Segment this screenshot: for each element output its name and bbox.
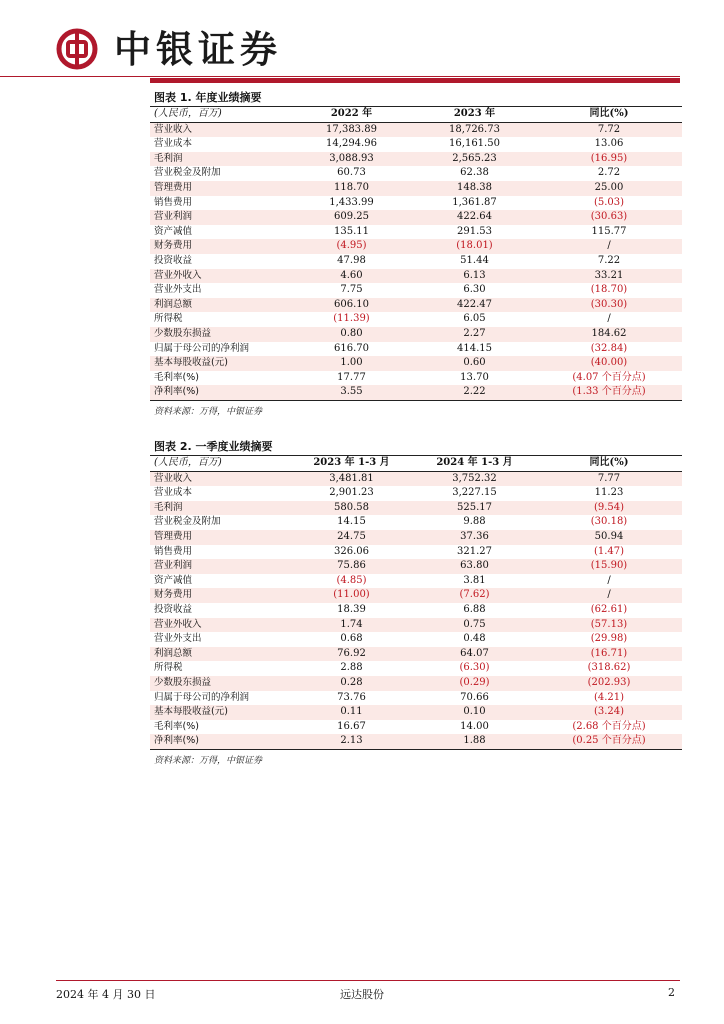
table-cell: (16.95) (536, 152, 682, 167)
table-cell: / (536, 239, 682, 254)
table-cell: 606.10 (290, 298, 413, 313)
table-cell: (16.71) (536, 647, 682, 662)
row-label: 营业税金及附加 (154, 167, 221, 179)
table-row (150, 371, 682, 386)
row-label: 毛利润 (150, 152, 290, 167)
figure-2-title: 图表 2. 一季度业绩摘要 (150, 439, 682, 456)
table-row (150, 283, 682, 298)
table-row (150, 574, 682, 589)
table-cell: (4.85) (336, 574, 367, 586)
table-cell: 76.92 (290, 647, 413, 662)
table-cell: 2.88 (340, 662, 363, 674)
column-header: 2023 年 1-3 月 (290, 456, 413, 471)
table-cell: 75.86 (290, 559, 413, 574)
table-cell: 2.72 (597, 167, 621, 179)
table-cell: 135.11 (334, 225, 369, 237)
row-label: 销售费用 (154, 545, 193, 557)
table-cell: 18,726.73 (413, 122, 536, 137)
table-cell: 6.30 (463, 284, 486, 296)
table-cell: (5.03) (593, 196, 625, 208)
table-cell: 7.75 (340, 284, 363, 296)
table-cell: (57.13) (536, 618, 682, 633)
table-cell: / (607, 574, 611, 586)
table-cell: 3,481.81 (290, 471, 413, 486)
table-cell: (32.84) (590, 342, 628, 354)
column-header: 同比(%) (536, 456, 682, 471)
row-label: 营业外支出 (154, 284, 202, 296)
table-cell: 0.11 (290, 705, 413, 720)
table-cell: 3,752.32 (413, 471, 536, 486)
table-cell: 115.77 (591, 225, 627, 237)
figure-2-source: 资料来源：万得，中银证券 (154, 755, 263, 766)
table-cell: 14.00 (460, 720, 489, 732)
table-cell: (18.70) (590, 284, 628, 296)
table-header-row (150, 107, 682, 122)
row-label: 营业利润 (150, 210, 290, 225)
table-row (150, 691, 682, 706)
row-label: 资产减值 (154, 225, 193, 237)
table-cell: (3.24) (536, 705, 682, 720)
table-cell: (1.33 个百分点) (536, 385, 682, 400)
table-cell: 609.25 (290, 210, 413, 225)
table-row (150, 327, 682, 342)
table-cell: (318.62) (587, 662, 631, 674)
table-cell: 24.75 (290, 530, 413, 545)
header-divider-thick (150, 78, 680, 83)
table-row (150, 166, 682, 181)
row-label: 营业收入 (150, 122, 290, 137)
table-row (150, 152, 682, 167)
table-cell: 3.55 (290, 385, 413, 400)
row-label: 财务费用 (150, 588, 290, 603)
table-row (150, 559, 682, 574)
table-row (150, 618, 682, 633)
table-cell: (30.30) (536, 298, 682, 313)
table-row (150, 181, 682, 196)
table-cell: 1.74 (290, 618, 413, 633)
table-cell: 16.67 (337, 720, 366, 732)
table-row (150, 239, 682, 254)
row-label: 营业成本 (154, 487, 193, 499)
table-cell: (4.21) (593, 691, 625, 703)
table-cell: (6.30) (459, 662, 490, 674)
table-cell: 9.88 (463, 516, 486, 528)
table-cell: 3,088.93 (290, 152, 413, 167)
table-cell: (62.61) (590, 603, 628, 615)
table-cell: 17.77 (337, 371, 366, 383)
table-row (150, 632, 682, 647)
row-label: 少数股东损益 (150, 676, 290, 691)
table-cell: 148.38 (413, 181, 536, 196)
table-cell: 2,565.23 (413, 152, 536, 167)
figure-1-source: 资料来源：万得，中银证券 (154, 406, 263, 417)
table-row (150, 196, 682, 211)
table-cell: 7.72 (536, 122, 682, 137)
table-cell: 25.00 (536, 181, 682, 196)
row-label: 营业利润 (150, 559, 290, 574)
row-label: 投资收益 (154, 603, 193, 615)
row-label: 营业税金及附加 (154, 516, 221, 528)
row-label: 少数股东损益 (150, 327, 290, 342)
row-label: 毛利率(%) (154, 720, 199, 732)
table-cell: 291.53 (457, 225, 492, 237)
row-label: 归属于母公司的净利润 (154, 691, 250, 703)
row-label: 投资收益 (154, 254, 193, 266)
table-cell: (1.47) (593, 545, 625, 557)
table-cell: 0.60 (413, 356, 536, 371)
table-cell: 17,383.89 (290, 122, 413, 137)
row-label: 营业成本 (154, 138, 193, 150)
table-cell: 16,161.50 (449, 138, 500, 150)
page-header (0, 0, 724, 84)
table-cell: 1.00 (290, 356, 413, 371)
row-label: 利润总额 (150, 647, 290, 662)
table-row (150, 486, 682, 501)
table-cell: (2.68 个百分点) (572, 720, 646, 732)
column-header: 同比(%) (536, 107, 682, 122)
table-cell: 2.13 (290, 734, 413, 749)
row-label: 营业外收入 (150, 618, 290, 633)
brand-name: 中银证券 (114, 28, 282, 71)
table-cell: 51.44 (460, 254, 489, 266)
table-cell: 73.76 (337, 691, 366, 703)
header-divider-thin (0, 76, 680, 77)
table-cell: / (536, 588, 682, 603)
table-row (150, 661, 682, 676)
row-label: 管理费用 (150, 530, 290, 545)
table-cell: (202.93) (536, 676, 682, 691)
page-number: 2 (668, 986, 675, 999)
table-cell: (4.95) (290, 239, 413, 254)
row-label: 销售费用 (154, 196, 193, 208)
table-row (150, 705, 682, 720)
row-label: 基本每股收益(元) (150, 705, 290, 720)
table-row (150, 545, 682, 560)
table-row (150, 530, 682, 545)
column-header: 2023 年 (413, 107, 536, 122)
table-cell: 0.28 (290, 676, 413, 691)
column-header: (人民币，百万) (150, 456, 290, 471)
table-cell: (9.54) (536, 501, 682, 516)
table-cell: 1,361.87 (452, 196, 497, 208)
footer-company: 远达股份 (340, 988, 384, 1001)
table-row (150, 137, 682, 152)
table-cell: 0.80 (290, 327, 413, 342)
table-cell: 60.73 (337, 167, 366, 179)
table-cell: 13.70 (460, 371, 489, 383)
figure-1-section (150, 90, 682, 417)
figure-2-section (150, 439, 682, 766)
table-row (150, 342, 682, 357)
table-cell: (4.07 个百分点) (572, 371, 646, 383)
table-cell: 33.21 (536, 269, 682, 284)
table-row (150, 122, 682, 137)
table-cell: 62.38 (460, 167, 489, 179)
row-label: 营业外支出 (154, 633, 202, 645)
table-cell: 580.58 (290, 501, 413, 516)
table-row (150, 312, 682, 327)
table-row (150, 588, 682, 603)
row-label: 资产减值 (154, 574, 193, 586)
table-cell: 0.75 (413, 618, 536, 633)
row-label: 所得税 (154, 313, 183, 325)
table-cell: 63.80 (413, 559, 536, 574)
table-cell: 0.10 (413, 705, 536, 720)
table-cell: (11.39) (333, 313, 370, 325)
figure-1-title: 图表 1. 年度业绩摘要 (150, 90, 682, 107)
table-row (150, 254, 682, 269)
table-cell: 11.23 (594, 487, 624, 499)
table-cell: (18.01) (413, 239, 536, 254)
table-row (150, 210, 682, 225)
table-row (150, 356, 682, 371)
table-cell: 7.77 (536, 471, 682, 486)
row-label: 营业外收入 (150, 269, 290, 284)
table-cell: 70.66 (460, 691, 489, 703)
column-header: (人民币，百万) (150, 107, 290, 122)
table-cell: 50.94 (536, 530, 682, 545)
row-label: 净利率(%) (150, 734, 290, 749)
row-label: 管理费用 (150, 181, 290, 196)
column-header: 2024 年 1-3 月 (413, 456, 536, 471)
table-cell: 414.15 (457, 342, 492, 354)
table-cell: 4.60 (290, 269, 413, 284)
table-row (150, 225, 682, 240)
table-cell: 2.22 (413, 385, 536, 400)
table-cell: 0.68 (340, 633, 363, 645)
table-cell: (30.18) (590, 516, 628, 528)
table-row (150, 501, 682, 516)
table-cell: 3.81 (463, 574, 486, 586)
row-label: 归属于母公司的净利润 (154, 342, 250, 354)
row-label: 财务费用 (150, 239, 290, 254)
footer-divider (56, 980, 680, 981)
table-cell: 6.13 (413, 269, 536, 284)
table-cell: 6.88 (463, 603, 486, 615)
table-cell: 64.07 (413, 647, 536, 662)
q1-results-table (150, 456, 682, 750)
table-cell: (29.98) (590, 633, 628, 645)
table-row (150, 647, 682, 662)
table-row (150, 385, 682, 400)
table-row (150, 603, 682, 618)
table-cell: (0.29) (413, 676, 536, 691)
table-cell: 13.06 (594, 138, 624, 150)
table-row (150, 471, 682, 486)
table-cell: 6.05 (463, 313, 486, 325)
table-cell: 1.88 (413, 734, 536, 749)
row-label: 净利率(%) (150, 385, 290, 400)
table-cell: / (607, 313, 611, 325)
table-cell: 2.27 (413, 327, 536, 342)
table-cell: 184.62 (536, 327, 682, 342)
table-row (150, 734, 682, 749)
table-cell: 1,433.99 (329, 196, 374, 208)
table-row (150, 269, 682, 284)
table-cell: (40.00) (536, 356, 682, 371)
row-label: 毛利润 (150, 501, 290, 516)
row-label: 营业收入 (150, 471, 290, 486)
table-cell: 37.36 (413, 530, 536, 545)
table-cell: 14.15 (337, 516, 366, 528)
table-cell: (30.63) (536, 210, 682, 225)
bank-of-china-logo-icon (56, 28, 98, 70)
table-row (150, 720, 682, 735)
table-cell: 2,901.23 (329, 487, 374, 499)
row-label: 毛利率(%) (154, 371, 199, 383)
table-row (150, 676, 682, 691)
table-cell: 47.98 (337, 254, 366, 266)
column-header: 2022 年 (290, 107, 413, 122)
table-cell: (0.25 个百分点) (536, 734, 682, 749)
table-cell: 14,294.96 (326, 138, 377, 150)
table-row (150, 515, 682, 530)
footer-date: 2024 年 4 月 30 日 (56, 988, 156, 1001)
annual-results-table (150, 107, 682, 401)
row-label: 利润总额 (150, 298, 290, 313)
table-cell: 118.70 (290, 181, 413, 196)
table-cell: 7.22 (597, 254, 621, 266)
table-cell: 422.47 (413, 298, 536, 313)
table-cell: 3,227.15 (452, 487, 497, 499)
table-cell: 422.64 (413, 210, 536, 225)
table-cell: 616.70 (334, 342, 369, 354)
row-label: 所得税 (154, 662, 183, 674)
table-cell: (15.90) (536, 559, 682, 574)
table-cell: 326.06 (334, 545, 369, 557)
row-label: 基本每股收益(元) (150, 356, 290, 371)
table-cell: (7.62) (413, 588, 536, 603)
table-cell: (11.00) (290, 588, 413, 603)
table-row (150, 298, 682, 313)
table-header-row (150, 456, 682, 471)
table-cell: 321.27 (457, 545, 492, 557)
table-cell: 0.48 (463, 633, 486, 645)
table-cell: 18.39 (337, 603, 366, 615)
table-cell: 525.17 (413, 501, 536, 516)
